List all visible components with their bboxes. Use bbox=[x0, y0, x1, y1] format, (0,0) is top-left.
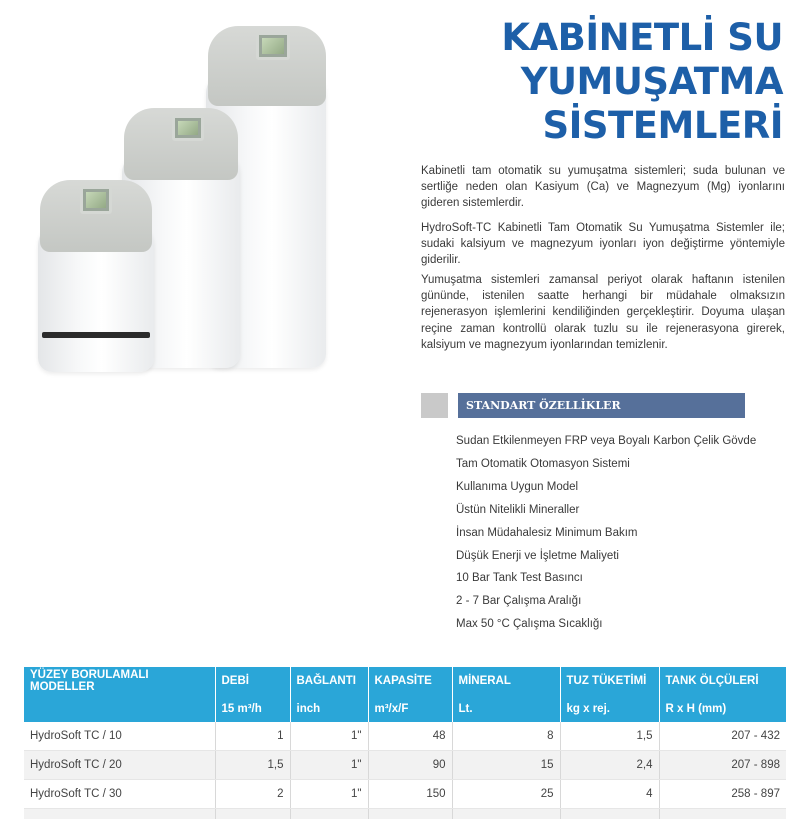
intro-paragraph-2: HydroSoft-TC Kabinetli Tam Otomatik Su Yumuşatma Sistemler ile; sudaki kalsiyum ve magnezyum iyonları iyon değiştirme yöntemiyle giderilir. bbox=[421, 222, 785, 267]
feature-header-marker bbox=[421, 393, 448, 418]
empty-cell bbox=[452, 809, 560, 820]
empty-cell bbox=[215, 809, 290, 820]
unit-capacity: m³/x/F bbox=[368, 695, 452, 722]
cell-mineral: 8 bbox=[452, 722, 560, 751]
models-table bbox=[24, 667, 786, 819]
cell-model: HydroSoft TC / 20 bbox=[24, 751, 215, 780]
feature-item: 10 Bar Tank Test Basıncı bbox=[456, 572, 583, 585]
page-title bbox=[501, 16, 783, 148]
cell-model: HydroSoft TC / 10 bbox=[24, 722, 215, 751]
short-cabinet-display bbox=[80, 186, 112, 214]
table-row bbox=[24, 780, 786, 809]
cell-connection: 1" bbox=[290, 751, 368, 780]
table-row bbox=[24, 722, 786, 751]
intro-paragraph-3: Yumuşatma sistemleri zamansal periyot olarak haftanın istenilen gününde, istenilen saatte herhangi bir müdahale olmaksızın rejenerasyon işlemlerini kendiliğinden gerçekleştirir. Doyuma ulaşan reçine zaman kontrollü olarak tuzlu su ile rejenerasyona girerek, kalsiyum ve magnezyum iyonlarından temizlenir. bbox=[421, 274, 785, 351]
table-row bbox=[24, 751, 786, 780]
cell-mineral: 25 bbox=[452, 780, 560, 809]
table-header-row bbox=[24, 667, 786, 695]
table-units-row bbox=[24, 695, 786, 722]
unit-flow: 15 m³/h bbox=[215, 695, 290, 722]
cell-flow: 1,5 bbox=[215, 751, 290, 780]
cell-salt: 4 bbox=[560, 780, 659, 809]
cell-tank: 258 - 897 bbox=[659, 780, 786, 809]
column-header-mineral: MİNERAL bbox=[452, 667, 560, 695]
unit-tank: R x H (mm) bbox=[659, 695, 786, 722]
feature-item: Max 50 °C Çalışma Sıcaklığı bbox=[456, 618, 603, 631]
medium-cabinet-display bbox=[172, 115, 204, 141]
feature-item: Kullanıma Uygun Model bbox=[456, 480, 579, 493]
cell-flow: 2 bbox=[215, 780, 290, 809]
table-row-partial bbox=[24, 809, 786, 820]
short-cabinet-base-band bbox=[42, 332, 150, 338]
title-line-1: KABİNETLİ SU bbox=[501, 16, 783, 59]
empty-cell bbox=[290, 809, 368, 820]
feature-item: Sudan Etkilenmeyen FRP veya Boyalı Karbon Çelik Gövde bbox=[456, 435, 757, 447]
empty-cell bbox=[659, 809, 786, 820]
feature-item: İnsan Müdahalesiz Minimum Bakım bbox=[456, 526, 638, 539]
feature-item: Tam Otomatik Otomasyon Sistemi bbox=[456, 457, 630, 470]
cell-capacity: 150 bbox=[368, 780, 452, 809]
column-header-capacity: KAPASİTE bbox=[368, 667, 452, 695]
column-header-tank: TANK ÖLÇÜLERİ bbox=[659, 667, 786, 695]
intro-paragraph-1: Kabinetli tam otomatik su yumuşatma sistemleri; suda bulunan ve sertliğe neden olan Kasiyum (Ca) ve Magnezyum (Mg) iyonlarını gideren sistemlerdir. bbox=[421, 165, 785, 210]
cell-tank: 207 - 432 bbox=[659, 722, 786, 751]
cell-flow: 1 bbox=[215, 722, 290, 751]
unit-mineral: Lt. bbox=[452, 695, 560, 722]
title-line-2: YUMUŞATMA bbox=[520, 60, 783, 103]
title-line-3: SİSTEMLERİ bbox=[542, 104, 783, 147]
column-header-connection: BAĞLANTI bbox=[290, 667, 368, 695]
feature-list bbox=[456, 430, 756, 636]
cell-salt: 1,5 bbox=[560, 722, 659, 751]
feature-heading: STANDART ÖZELLİKLER bbox=[458, 393, 745, 418]
unit-salt: kg x rej. bbox=[560, 695, 659, 722]
column-header-salt: TUZ TÜKETİMİ bbox=[560, 667, 659, 695]
empty-cell bbox=[24, 809, 215, 820]
cell-model: HydroSoft TC / 30 bbox=[24, 780, 215, 809]
feature-item: Üstün Nitelikli Mineraller bbox=[456, 503, 580, 516]
cell-tank: 207 - 898 bbox=[659, 751, 786, 780]
cell-connection: 1" bbox=[290, 780, 368, 809]
product-image bbox=[28, 20, 368, 390]
unit-connection: inch bbox=[290, 695, 368, 722]
feature-item: Düşük Enerji ve İşletme Maliyeti bbox=[456, 549, 619, 562]
cell-mineral: 15 bbox=[452, 751, 560, 780]
tall-cabinet-display bbox=[256, 32, 290, 60]
column-header-flow: DEBİ bbox=[215, 667, 290, 695]
empty-cell bbox=[368, 809, 452, 820]
cell-capacity: 90 bbox=[368, 751, 452, 780]
unit-models bbox=[24, 695, 215, 722]
column-header-models: YÜZEY BORULAMALI MODELLER bbox=[24, 667, 215, 695]
empty-cell bbox=[560, 809, 659, 820]
cell-salt: 2,4 bbox=[560, 751, 659, 780]
feature-item: 2 - 7 Bar Çalışma Aralığı bbox=[456, 595, 582, 608]
cell-connection: 1" bbox=[290, 722, 368, 751]
cell-capacity: 48 bbox=[368, 722, 452, 751]
